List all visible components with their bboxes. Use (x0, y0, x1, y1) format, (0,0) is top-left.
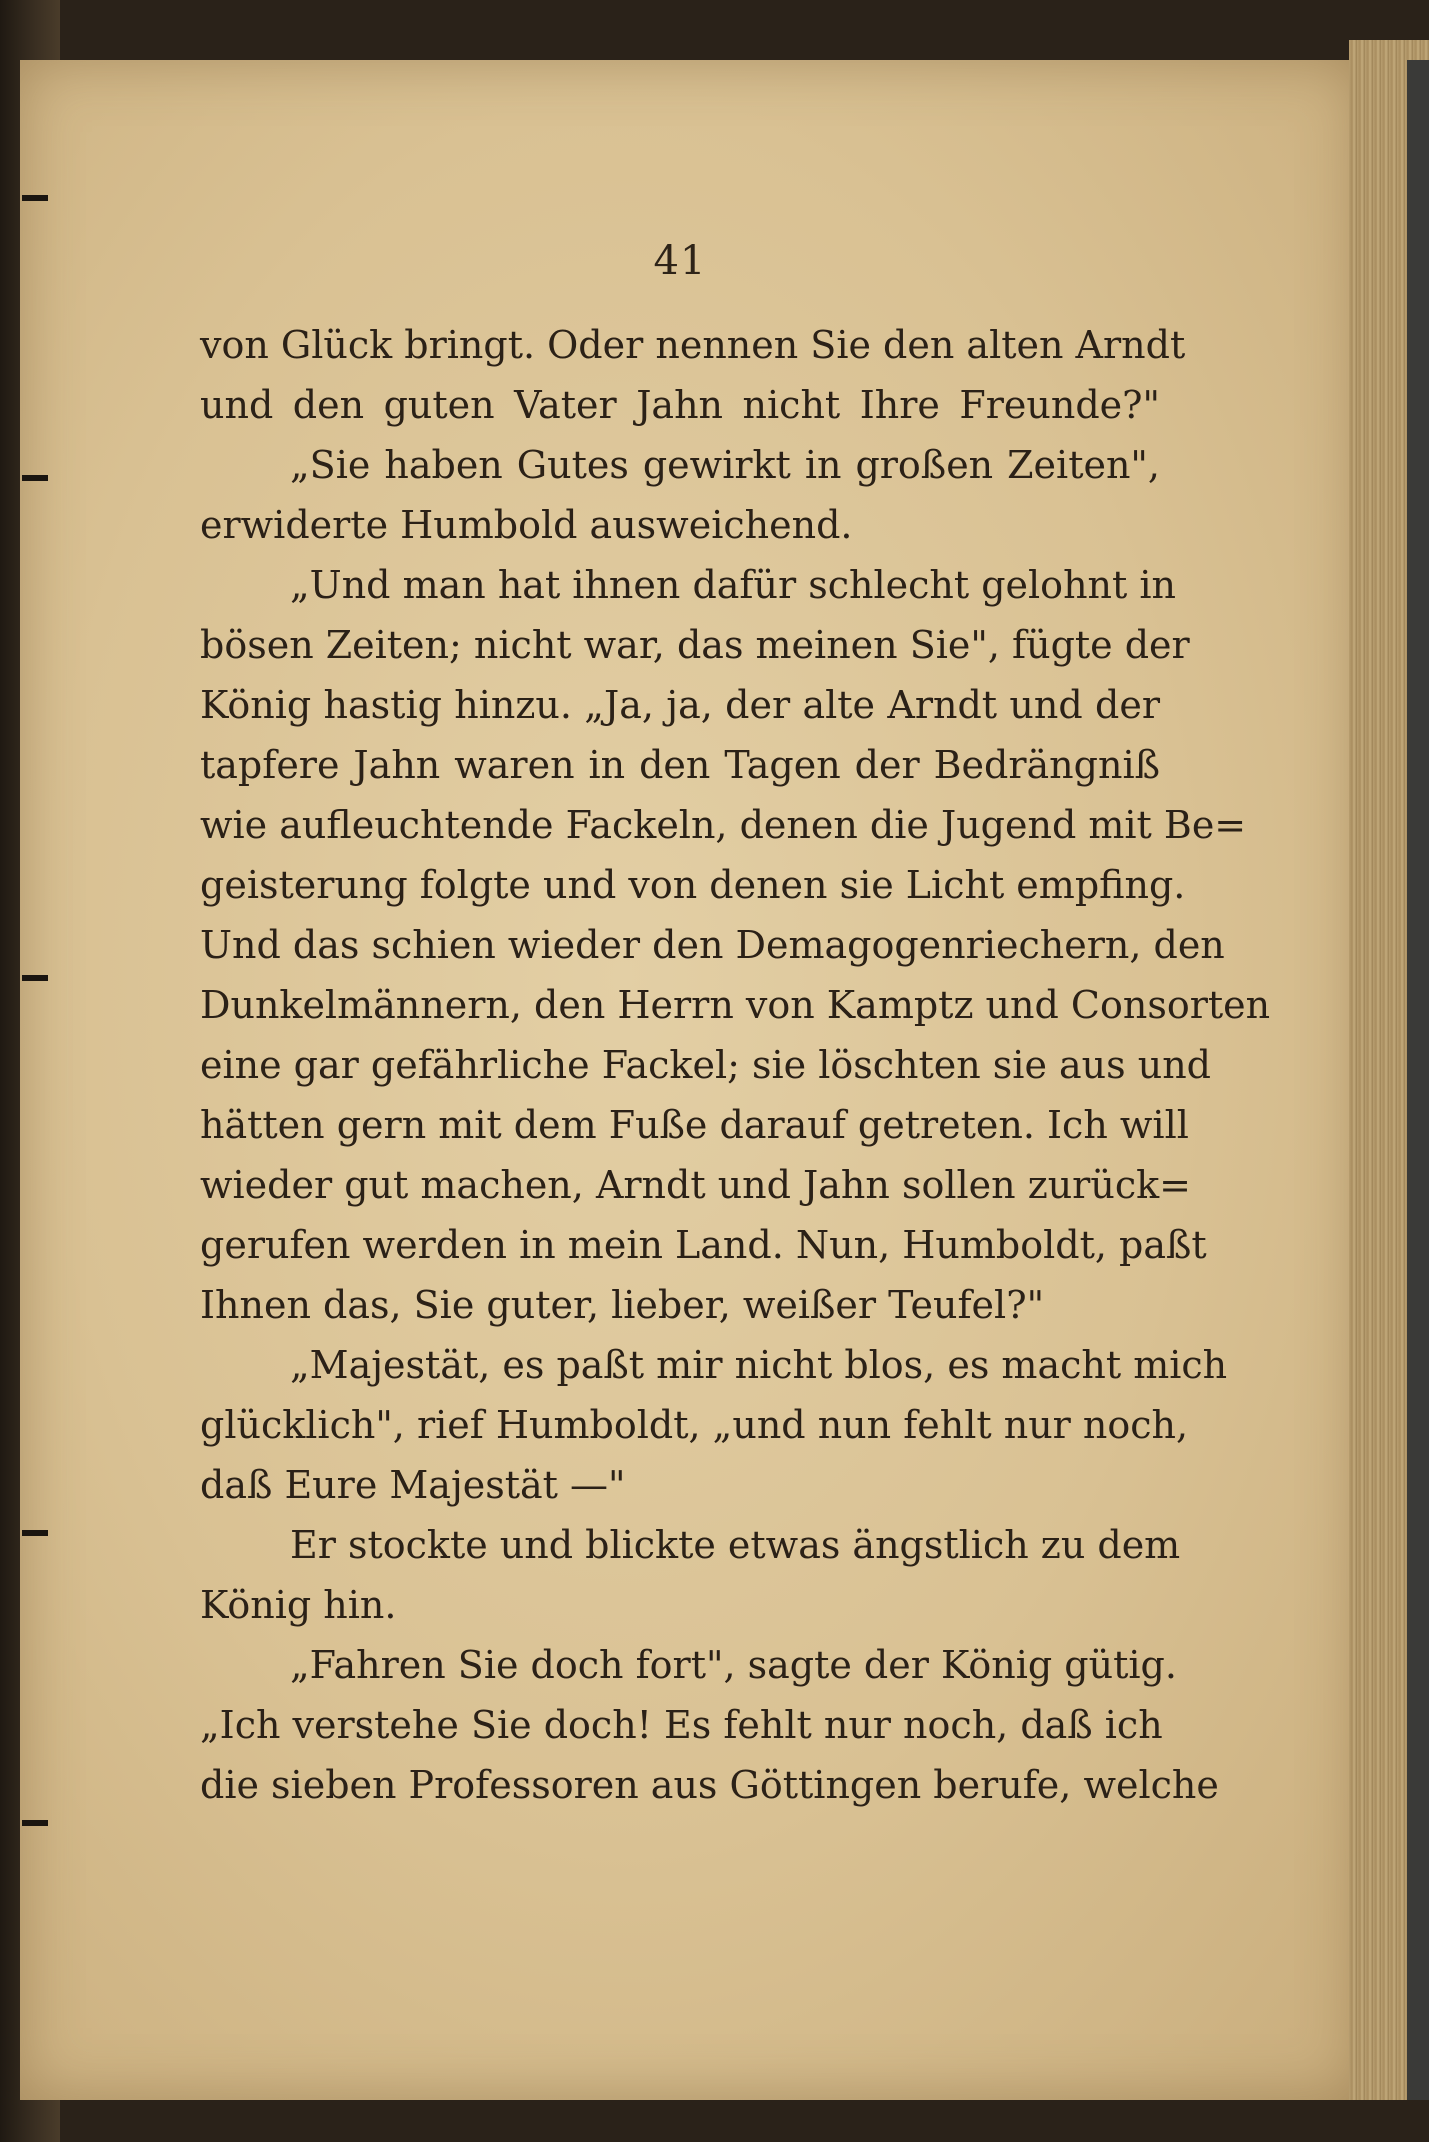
text-line: Und das schien wieder den Demagogenriechern, den (200, 923, 1225, 967)
text-line: „Ich verstehe Sie doch! Es fehlt nur noch, daß ich (200, 1703, 1163, 1747)
book-cover-edge (1407, 60, 1429, 2100)
text-block (200, 315, 1271, 1815)
text-line: geisterung folgte und von denen sie Licht empfing. (200, 863, 1186, 907)
text-line: glücklich", rief Humboldt, „und nun fehlt nur noch, (200, 1403, 1189, 1447)
text-line: Ihnen das, Sie guter, lieber, weißer Teufel?" (200, 1283, 1045, 1327)
text-line: von Glück bringt. Oder nennen Sie den alten Arndt (200, 323, 1186, 367)
text-line: erwiderte Humbold ausweichend. (200, 503, 853, 547)
binding-mark (22, 475, 48, 481)
text-line: die sieben Professoren aus Göttingen berufe, welche (200, 1763, 1219, 1807)
text-line: Dunkelmännern, den Herrn von Kamptz und Consorten (200, 983, 1271, 1027)
text-line: „Majestät, es paßt mir nicht blos, es macht mich (290, 1343, 1228, 1387)
text-line: wie aufleuchtende Fackeln, denen die Jugend mit Be= (200, 803, 1247, 847)
text-line: und den guten Vater Jahn nicht Ihre Freunde?" (200, 383, 1160, 427)
text-line: „Sie haben Gutes gewirkt in großen Zeiten", (290, 443, 1160, 487)
text-line: eine gar gefährliche Fackel; sie löschten sie aus und (200, 1043, 1212, 1087)
text-line: „Und man hat ihnen dafür schlecht gelohnt in (290, 563, 1176, 607)
text-line: hätten gern mit dem Fuße darauf getreten. Ich will (200, 1103, 1189, 1147)
binding-mark (22, 1530, 48, 1536)
binding-mark (22, 975, 48, 981)
text-line: gerufen werden in mein Land. Nun, Humboldt, paßt (200, 1223, 1207, 1267)
binding-mark (22, 1820, 48, 1826)
text-line: König hin. (200, 1583, 397, 1627)
text-line: König hastig hinzu. „Ja, ja, der alte Arndt und der (200, 683, 1160, 727)
text-line: wieder gut machen, Arndt und Jahn sollen zurück= (200, 1163, 1191, 1207)
text-line: Er stockte und blickte etwas ängstlich zu dem (290, 1523, 1181, 1567)
binding-mark (22, 195, 48, 201)
text-line: daß Eure Majestät —" (200, 1463, 626, 1507)
text-line: „Fahren Sie doch fort", sagte der König gütig. (290, 1643, 1177, 1687)
text-line: bösen Zeiten; nicht war, das meinen Sie", fügte der (200, 623, 1190, 667)
text-line: tapfere Jahn waren in den Tagen der Bedrängniß (200, 743, 1160, 787)
page-number: 41 (653, 238, 707, 284)
